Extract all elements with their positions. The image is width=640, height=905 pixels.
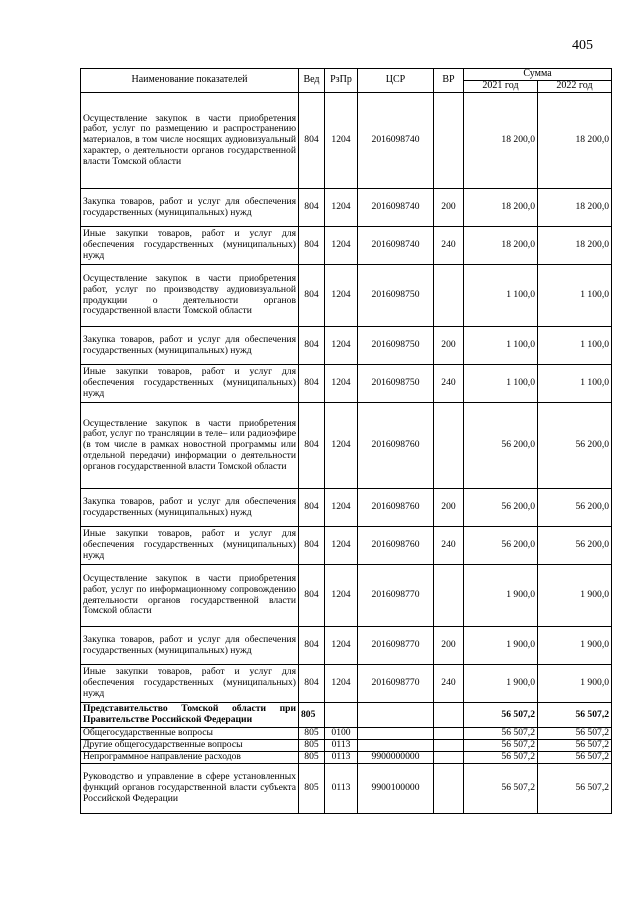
row-sum-2022: 56 200,0	[538, 403, 612, 489]
row-rzpr: 1204	[325, 403, 358, 489]
table-row	[81, 527, 612, 565]
row-ved: 804	[299, 527, 325, 565]
row-ved: 804	[299, 365, 325, 403]
table-row	[81, 752, 612, 764]
table-row	[81, 728, 612, 740]
row-rzpr: 0113	[325, 740, 358, 752]
row-vr: 240	[434, 227, 464, 265]
row-csr: 2016098760	[358, 489, 434, 527]
row-sum-2021: 1 100,0	[464, 265, 538, 327]
row-csr	[358, 728, 434, 740]
row-vr: 240	[434, 365, 464, 403]
row-ved: 804	[299, 327, 325, 365]
row-sum-2022: 18 200,0	[538, 189, 612, 227]
row-vr	[434, 403, 464, 489]
row-rzpr	[325, 703, 358, 728]
table-row	[81, 227, 612, 265]
row-vr	[434, 752, 464, 764]
row-sum-2022: 56 507,2	[538, 752, 612, 764]
row-name: Закупка товаров, работ и услуг для обеспечения государственных (муниципальных) нужд	[81, 627, 299, 665]
row-ved: 805	[299, 728, 325, 740]
row-ved: 804	[299, 93, 325, 189]
row-ved: 804	[299, 565, 325, 627]
header-vr: ВР	[434, 69, 464, 93]
row-csr: 2016098770	[358, 565, 434, 627]
row-sum-2021: 1 100,0	[464, 365, 538, 403]
row-rzpr: 1204	[325, 189, 358, 227]
row-sum-2022: 1 100,0	[538, 265, 612, 327]
row-vr	[434, 265, 464, 327]
row-rzpr: 0100	[325, 728, 358, 740]
row-vr: 200	[434, 627, 464, 665]
row-sum-2022: 56 507,2	[538, 740, 612, 752]
row-rzpr: 1204	[325, 565, 358, 627]
row-sum-2022: 1 100,0	[538, 327, 612, 365]
row-vr	[434, 565, 464, 627]
row-rzpr: 1204	[325, 227, 358, 265]
row-sum-2022: 18 200,0	[538, 93, 612, 189]
row-rzpr: 1204	[325, 665, 358, 703]
table-row	[81, 189, 612, 227]
row-name: Иные закупки товаров, работ и услуг для обеспечения государственных (муниципальных) нужд	[81, 665, 299, 703]
row-sum-2022: 56 200,0	[538, 527, 612, 565]
row-csr	[358, 740, 434, 752]
row-csr: 2016098740	[358, 189, 434, 227]
row-csr: 9900000000	[358, 752, 434, 764]
row-ved: 804	[299, 665, 325, 703]
row-rzpr: 1204	[325, 93, 358, 189]
row-rzpr: 1204	[325, 489, 358, 527]
row-rzpr: 0113	[325, 764, 358, 814]
row-sum-2021: 56 507,2	[464, 728, 538, 740]
row-vr	[434, 93, 464, 189]
row-csr: 2016098770	[358, 665, 434, 703]
row-sum-2021: 18 200,0	[464, 189, 538, 227]
header-ved: Вед	[299, 69, 325, 93]
table-row	[81, 764, 612, 814]
row-rzpr: 0113	[325, 752, 358, 764]
row-csr: 2016098740	[358, 227, 434, 265]
row-sum-2021: 56 200,0	[464, 489, 538, 527]
row-vr	[434, 703, 464, 728]
row-sum-2021: 56 507,2	[464, 703, 538, 728]
table-row	[81, 489, 612, 527]
row-name: Руководство и управление в сфере установленных функций органов государственной власти субъекта Российской Федерации	[81, 764, 299, 814]
row-sum-2021: 56 507,2	[464, 752, 538, 764]
row-rzpr: 1204	[325, 365, 358, 403]
row-ved: 804	[299, 403, 325, 489]
row-rzpr: 1204	[325, 327, 358, 365]
row-ved: 805	[299, 740, 325, 752]
header-rzpr: РзПр	[325, 69, 358, 93]
row-vr: 200	[434, 189, 464, 227]
row-vr: 200	[434, 327, 464, 365]
table-row	[81, 665, 612, 703]
row-csr: 2016098740	[358, 93, 434, 189]
row-sum-2022: 1 900,0	[538, 665, 612, 703]
budget-table	[80, 68, 612, 814]
header-csr: ЦСР	[358, 69, 434, 93]
row-ved: 804	[299, 265, 325, 327]
row-name: Осуществление закупок в части приобретения работ, услуг по трансляции в теле– или радиоэфире (в том числе в рамках новостной программы или отдельной передачи) информации о деятельности органов государственной власти Томской области	[81, 403, 299, 489]
header-2022: 2022 год	[538, 81, 612, 93]
row-rzpr: 1204	[325, 527, 358, 565]
row-vr: 240	[434, 665, 464, 703]
row-csr: 2016098750	[358, 327, 434, 365]
row-ved: 804	[299, 227, 325, 265]
row-sum-2021: 56 507,2	[464, 764, 538, 814]
table-row	[81, 93, 612, 189]
row-vr	[434, 728, 464, 740]
row-name: Другие общегосударственные вопросы	[81, 740, 299, 752]
row-sum-2021: 56 200,0	[464, 527, 538, 565]
row-ved: 805	[299, 752, 325, 764]
row-name: Осуществление закупок в части приобретения работ, услуг по производству аудиовизуальной продукции о деятельности органов государственной власти Томской области	[81, 265, 299, 327]
row-ved: 805	[299, 764, 325, 814]
table-row	[81, 403, 612, 489]
row-sum-2022: 18 200,0	[538, 227, 612, 265]
table-row	[81, 627, 612, 665]
table-row	[81, 327, 612, 365]
row-ved: 804	[299, 189, 325, 227]
row-name: Иные закупки товаров, работ и услуг для обеспечения государственных (муниципальных) нужд	[81, 227, 299, 265]
row-ved: 805	[299, 703, 325, 728]
row-ved: 804	[299, 627, 325, 665]
row-name: Иные закупки товаров, работ и услуг для обеспечения государственных (муниципальных) нужд	[81, 527, 299, 565]
row-name: Представительство Томской области при Правительстве Российской Федерации	[81, 703, 299, 728]
row-vr: 240	[434, 527, 464, 565]
row-rzpr: 1204	[325, 265, 358, 327]
table-row	[81, 265, 612, 327]
row-sum-2021: 18 200,0	[464, 93, 538, 189]
page-number: 405	[572, 38, 593, 53]
row-csr: 2016098750	[358, 265, 434, 327]
table-row	[81, 703, 612, 728]
row-sum-2021: 56 507,2	[464, 740, 538, 752]
row-sum-2022: 1 900,0	[538, 565, 612, 627]
row-vr: 200	[434, 489, 464, 527]
row-sum-2021: 1 900,0	[464, 565, 538, 627]
row-name: Осуществление закупок в части приобретения работ, услуг по информационному сопровождению деятельности органов государственной власти Томской области	[81, 565, 299, 627]
row-name: Общегосударственные вопросы	[81, 728, 299, 740]
row-csr	[358, 703, 434, 728]
header-2021: 2021 год	[464, 81, 538, 93]
row-rzpr: 1204	[325, 627, 358, 665]
row-sum-2022: 56 507,2	[538, 703, 612, 728]
row-csr: 9900100000	[358, 764, 434, 814]
row-name: Закупка товаров, работ и услуг для обеспечения государственных (муниципальных) нужд	[81, 489, 299, 527]
table-body	[81, 93, 612, 814]
row-csr: 2016098750	[358, 365, 434, 403]
table-row	[81, 740, 612, 752]
row-name: Непрограммное направление расходов	[81, 752, 299, 764]
row-vr	[434, 740, 464, 752]
row-sum-2022: 56 507,2	[538, 728, 612, 740]
row-sum-2022: 1 100,0	[538, 365, 612, 403]
header-sum: Сумма	[464, 69, 612, 81]
row-csr: 2016098770	[358, 627, 434, 665]
row-sum-2021: 1 900,0	[464, 627, 538, 665]
header-name: Наименование показателей	[81, 69, 299, 93]
row-name: Осуществление закупок в части приобретения работ, услуг по размещению и распространению материалов, в том числе носящих аудиовизуальный характер, о деятельности органов государственной власти Томской области	[81, 93, 299, 189]
row-sum-2021: 1 100,0	[464, 327, 538, 365]
row-name: Закупка товаров, работ и услуг для обеспечения государственных (муниципальных) нужд	[81, 327, 299, 365]
table-row	[81, 565, 612, 627]
row-sum-2021: 18 200,0	[464, 227, 538, 265]
row-sum-2021: 56 200,0	[464, 403, 538, 489]
row-csr: 2016098760	[358, 527, 434, 565]
row-sum-2021: 1 900,0	[464, 665, 538, 703]
row-name: Иные закупки товаров, работ и услуг для обеспечения государственных (муниципальных) нужд	[81, 365, 299, 403]
row-ved: 804	[299, 489, 325, 527]
row-sum-2022: 56 507,2	[538, 764, 612, 814]
row-name: Закупка товаров, работ и услуг для обеспечения государственных (муниципальных) нужд	[81, 189, 299, 227]
row-sum-2022: 1 900,0	[538, 627, 612, 665]
row-vr	[434, 764, 464, 814]
row-csr: 2016098760	[358, 403, 434, 489]
table-row	[81, 365, 612, 403]
row-sum-2022: 56 200,0	[538, 489, 612, 527]
